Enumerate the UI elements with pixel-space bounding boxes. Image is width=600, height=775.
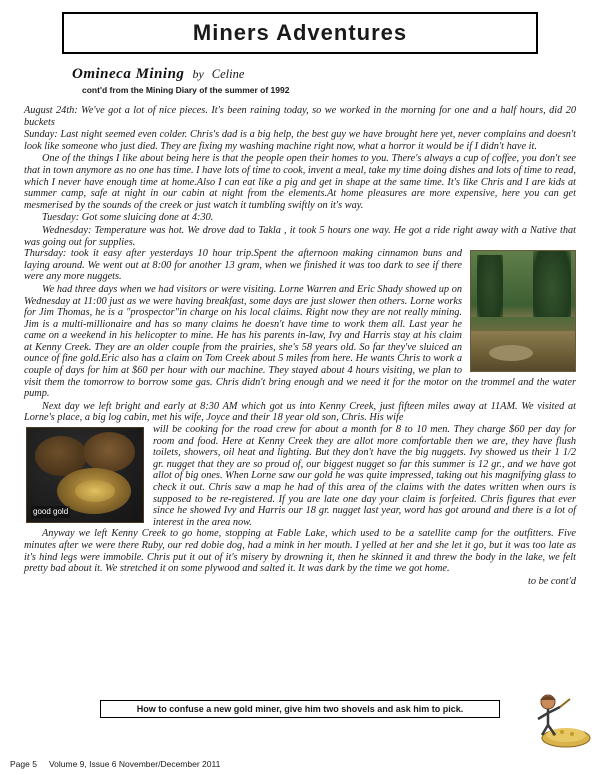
page-title: Miners Adventures: [192, 20, 408, 45]
footer-page-number: Page 5: [10, 759, 37, 769]
masthead: [62, 12, 538, 54]
author-name: Celine: [211, 67, 245, 81]
paragraph-thursday: Thursday: took it easy after yesterdays 10 hour trip.Spent the afternoon making cinnamon buns and laying around. We went out at 8:00 for another 13 gram, when we finished it was too dark to see if there were any more nuggets.: [24, 248, 462, 283]
photo-creek-camp: [470, 250, 576, 372]
paragraph-cooking: will be cooking for the road crew for about a month for 8 to 10 men. They charge $60 per day for room and food. Here at Kenny Creek they are allot more comfortable then we are, they have flush toilets, showers, oil heat and lighting. But they don't have the big nuggets. Ivy showed us their 1 1/2 gr. nugget that they are so proud of, our biggest nugget so far this summer is 12 gr., and we have got allot of big ones. When Lorne saw our gold he was quite impressed, taking out his magnifying glass to check it out. Chris saw a map he had of this area of the claims with the dates written when ours is supposed to be re-registered. If you are late one day your claim is forfeited. Chris figures that ever since he showed Ivy and Harris our 18 gr. nugget last year, word has got around and there is a lot of interest in the area now.: [153, 424, 576, 528]
photo-caption: good gold: [33, 507, 69, 517]
paragraph-wednesday: Wednesday: Temperature was hot. We drove dad to Takla , it took 5 hours one way. He got a ride right away with a Native that was going out for supplies.: [24, 224, 576, 248]
paragraph-sunday: Sunday: Last night seemed even colder. Chris's dad is a big help, the best guy we have brought here yet, never complains and doesn't look like someone who just died. They are fixing my washing machine right now, what a horror it would be if I didn't have it.: [24, 129, 576, 152]
paragraph-tuesday: Tuesday: Got some sluicing done at 4:30.: [42, 212, 214, 224]
publication-name: Omineca Mining: [72, 66, 185, 82]
paragraph-aug24: August 24th: We've got a lot of nice pieces. It's been raining today, so we worked in the morning for one and a half hours, did 20 buckets: [24, 105, 576, 128]
paragraph-visitors: We had three days when we had visitors or were visiting. Lorne Warren and Eric Shady showed up on Wednesday at 11:00 just as we were having breakfast, some days are just slower then others. Lorne works for Jim Thomas, he is a "prospector"in charge on his local claims. Right now they are not really mining. Jim is a multi-millionaire and has so many claims he doesn't have time to work them all. Last year he came on a weekend in his helicopter to mine. He has his parents in-law, Ivy and Harris stay at his claim at Kenny Creek. They are an older couple from the prairies, she's 58 years old. So far they've sluiced an ounce of fine gold.Eric also has a claim on Tom Creek about 5 miles from here. He wants Chris to work a couple of days for him at $60 per hour with our machine. They stayed about 4 hours visiting, we plan to visit them the tomorrow to borrow some gas. Chris didn't bring enough and we need it for the motor on the trommel and the water pump.: [24, 283, 576, 400]
miner-illustration-icon: [526, 690, 592, 748]
joke-box-wrapper: [100, 700, 500, 718]
paragraph-fable-lake: Anyway we left Kenny Creek to go home, stopping at Fable Lake, which used to be a satellite camp for the outfitters. Five minutes after we were there Ruby, our red dobie dog, had a mink in her mouth. I yelled at her and she let it go, but it was too late as it's hind legs were immobile. Chris put it out of it's misery by drowning it, then he skinned it and threw the body in the lake, we felt pretty bad about it. We stretched it on some plywood and salted it. It was dark by the time we got home.: [24, 528, 576, 575]
footer: [10, 759, 220, 769]
photo-gold-pile: [75, 480, 115, 502]
footer-issue: Volume 9, Issue 6 November/December 2011: [48, 759, 221, 769]
byline: [72, 66, 590, 83]
photo-gold-bowls: [26, 427, 144, 523]
photo-bowl-right: [83, 432, 135, 472]
paragraph-homes: One of the things I like about being here is that the people open their homes to you. There's always a cup of coffee, you don't see that in town anymore as no one has time. I have lots of time to cook, invent a meal, take my time doing dishes and lots of time to read, which I never have enough time at home.Also I can eat like a pig and get in shape at the same time. It's like Chris and I are kids at summer camp, safe at night in our cabin at night from the elements.At home pleasures are more expensive, here you can get mesmerised by the sounds of the creek or just watch it tumbling swiftly on it's way.: [24, 153, 576, 211]
article-body: [24, 105, 576, 587]
paragraph-kenny-creek: Next day we left bright and early at 8:30 AM which got us into Kenny Creek, just fifteen miles away at 11AM. We visited at Lorne's place, a big log cabin, met his wife, Joyce and their 18 year old son, Chris. His wife: [24, 400, 576, 424]
byline-subline: cont'd from the Mining Diary of the summer of 1992: [82, 85, 290, 95]
byline-by-word: by: [192, 67, 204, 81]
paragraph-continued: to be cont'd: [528, 575, 576, 587]
joke-box: How to confuse a new gold miner, give him two shovels and ask him to pick.: [100, 700, 500, 718]
